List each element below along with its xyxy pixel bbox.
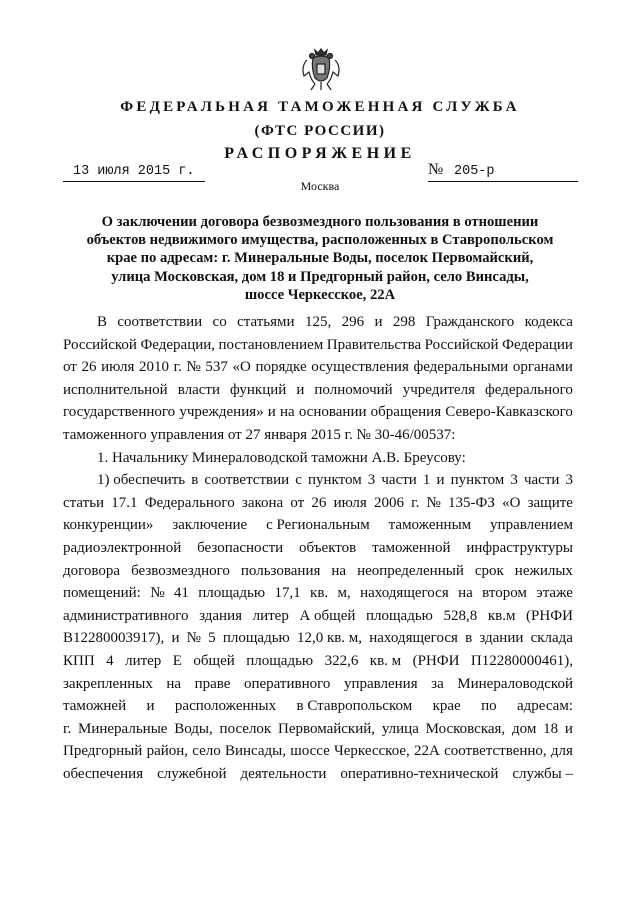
body-word: В	[97, 314, 108, 330]
body-word: 125,	[304, 314, 332, 330]
body-word: крае	[432, 698, 461, 715]
body-line	[63, 627, 573, 650]
body-word: площадью	[198, 585, 266, 602]
body-word: Предгорный	[63, 743, 143, 760]
body-line	[63, 379, 573, 402]
body-word: 1	[422, 472, 431, 489]
body-word: 3	[367, 472, 376, 489]
body-word: соответствии	[117, 314, 203, 330]
body-word: 298	[392, 314, 416, 330]
body-word: государственного	[63, 404, 176, 421]
body-word: «О	[502, 494, 521, 511]
body-word: район,	[146, 743, 189, 760]
body-word: КПП	[63, 652, 95, 669]
body-word: с	[295, 472, 302, 489]
body-word: таможней	[63, 698, 127, 715]
body-word: соответствии	[204, 472, 290, 489]
body-word: в Ставропольском	[296, 698, 413, 715]
number-sign: №	[428, 161, 444, 178]
body-word: безвозмездного	[131, 562, 230, 579]
body-word: №	[426, 494, 441, 511]
document-body	[63, 311, 573, 785]
body-word: безопасности	[197, 539, 284, 556]
body-word: радиоэлектронной	[63, 539, 182, 556]
body-word: со	[212, 314, 227, 330]
body-word: пользования	[240, 562, 321, 579]
number-value: 205-р	[454, 164, 495, 179]
body-word: таможенным	[388, 517, 472, 534]
body-word: 2010	[138, 359, 169, 376]
agency-abbreviation: (ФТС РОССИИ)	[254, 123, 386, 139]
body-word: 12,0 кв. м,	[296, 630, 363, 647]
body-word: здания	[199, 607, 243, 624]
body-word: пунктом	[450, 472, 505, 489]
body-word: П12280000461),	[470, 652, 573, 669]
subject-line: О заключении договора безвозмездного пользования в отношении	[101, 214, 539, 230]
body-line	[63, 469, 573, 492]
body-word: на	[331, 562, 347, 579]
body-line	[63, 356, 573, 379]
body-word: порядке	[255, 359, 307, 376]
body-word: село	[192, 743, 221, 760]
body-word: втором	[482, 585, 527, 602]
body-word: праве	[194, 675, 231, 692]
body-word: службы –	[512, 765, 573, 782]
body-word: административного	[63, 607, 189, 624]
body-word: Воды,	[174, 720, 213, 737]
body-word: осуществления	[311, 359, 409, 376]
body-word: Правительства	[326, 336, 422, 353]
body-word: оперативного	[243, 675, 331, 692]
body-word: федерального	[485, 381, 573, 398]
body-word: Первомайский,	[278, 720, 376, 737]
body-word: конкуренции»	[63, 517, 154, 534]
body-word: части	[381, 472, 417, 489]
body-word: 41	[173, 585, 189, 602]
body-word: г.	[173, 359, 182, 376]
body-word: с Региональным	[266, 517, 370, 534]
body-word: на	[458, 585, 473, 602]
body-word: нежилых	[514, 562, 573, 579]
body-line	[63, 695, 573, 718]
body-word: защите	[527, 494, 573, 511]
body-word: №	[150, 585, 165, 602]
body-word: Федерации,	[140, 336, 216, 353]
body-line	[63, 582, 573, 605]
body-word: Федерального	[144, 494, 235, 511]
body-word: и	[267, 404, 276, 421]
body-word: г.	[411, 494, 420, 511]
body-word: находящегося	[360, 585, 449, 602]
body-word: 135-ФЗ	[448, 494, 495, 511]
body-word: таможенного управления от 27 января 2015 г. № 30-46/00537:	[63, 426, 456, 443]
body-line	[63, 673, 573, 696]
body-word: и	[146, 698, 155, 715]
body-word: 22А	[414, 743, 440, 760]
body-word: поселок	[219, 720, 272, 737]
body-word: закрепленных	[63, 675, 153, 692]
body-line	[63, 650, 573, 673]
body-word: 3	[565, 472, 573, 489]
body-word: деятельности	[240, 765, 327, 782]
body-line	[63, 334, 573, 357]
body-word: власти	[177, 381, 220, 398]
body-word: В12280003917),	[63, 630, 165, 647]
body-word: июля	[333, 494, 367, 511]
body-word: в	[191, 472, 199, 489]
subject-line: объектов недвижимого имущества, расположенных в Ставропольском	[86, 232, 554, 249]
body-word: 296	[341, 314, 365, 330]
document-subject	[60, 213, 580, 304]
body-word: помещений:	[63, 585, 141, 602]
body-word: и	[374, 314, 383, 330]
body-word: 18	[543, 720, 559, 737]
body-word: 17,1	[274, 585, 301, 602]
body-word: Федерации	[502, 336, 573, 353]
body-word: и	[296, 381, 305, 398]
body-word: Российской	[63, 336, 137, 353]
body-word: и	[171, 630, 180, 647]
body-word: от	[63, 359, 77, 376]
body-word: «О	[232, 359, 251, 376]
body-word: пунктом	[308, 472, 362, 489]
body-word: Северо-Кавказского	[445, 404, 573, 421]
body-word: обращения	[370, 404, 442, 421]
body-word: 3	[510, 472, 518, 489]
body-line	[63, 447, 573, 470]
agency-name: ФЕДЕРАЛЬНАЯ ТАМОЖЕННАЯ СЛУЖБА	[120, 99, 520, 115]
body-word: по	[481, 698, 497, 715]
body-word: №	[186, 359, 201, 376]
body-word: шоссе	[290, 743, 330, 760]
body-word: Е	[172, 652, 182, 669]
body-word: кв.м	[487, 607, 516, 624]
body-line	[63, 492, 573, 515]
body-word: инфраструктуры	[466, 539, 573, 556]
body-word: 26	[311, 494, 327, 511]
document-date: 13 июля 2015 г.	[63, 164, 205, 182]
body-word: органами	[512, 359, 573, 376]
body-word: литер	[125, 652, 162, 669]
body-word: 4	[106, 652, 114, 669]
body-word: от	[290, 494, 305, 511]
body-word: федеральными	[413, 359, 509, 376]
body-word: 2006	[373, 494, 404, 511]
body-word: за	[431, 675, 444, 692]
body-word: объектов	[299, 539, 357, 556]
body-word: кв.	[310, 585, 329, 602]
body-word: А общей	[299, 607, 356, 624]
body-word: полномочий	[314, 381, 393, 398]
document-city: Москва	[300, 179, 340, 193]
body-word: управления	[343, 675, 418, 692]
body-word: 17.1	[111, 494, 138, 511]
body-word: г.	[63, 720, 72, 737]
body-word: Минеральные	[78, 720, 168, 737]
body-word: 322,6	[324, 652, 359, 669]
body-word: Московская,	[425, 720, 506, 737]
body-word: части	[523, 472, 560, 489]
body-word: Минераловодской	[457, 675, 573, 692]
body-word: служебной	[157, 765, 227, 782]
body-word: здании	[479, 630, 524, 647]
body-word: 26	[81, 359, 97, 376]
body-line	[63, 560, 573, 583]
body-word: Гражданского	[425, 314, 515, 330]
body-word: (РНФИ	[412, 652, 460, 669]
body-word: общей	[193, 652, 235, 669]
body-word: литер	[252, 607, 289, 624]
body-word: улица	[381, 720, 419, 737]
body-word: заключение	[172, 517, 248, 534]
body-word: площадью	[246, 652, 314, 669]
body-word: функций	[230, 381, 287, 398]
body-word: дом	[511, 720, 537, 737]
body-word: основании	[298, 404, 367, 421]
body-word: 1. Начальнику Минераловодской таможни А.В. Бреусову:	[97, 449, 466, 466]
body-word: учредителя	[402, 381, 475, 398]
subject-line: крае по адресам: г. Минеральные Воды, поселок Первомайский,	[106, 250, 534, 267]
body-word: обеспечения	[63, 765, 144, 782]
body-line	[63, 514, 573, 537]
russian-coat-of-arms-icon	[299, 46, 343, 94]
body-word: 528,8	[443, 607, 478, 624]
body-word: оперативно-технической	[340, 765, 499, 782]
body-word: учреждения»	[179, 404, 264, 421]
body-word: и	[564, 720, 573, 737]
body-word: площадью	[222, 630, 290, 647]
body-word: склада	[530, 630, 573, 647]
body-word: адресам:	[517, 698, 573, 715]
body-word: постановлением	[218, 336, 324, 353]
body-word: на	[166, 675, 182, 692]
document-type: РАСПОРЯЖЕНИЕ	[224, 145, 416, 162]
body-line	[63, 311, 573, 334]
subject-line: улица Московская, дом 18 и Предгорный район, село Винсады,	[111, 268, 529, 285]
body-word: Черкесское,	[334, 743, 410, 760]
body-word: 1) обеспечить	[97, 472, 186, 489]
body-line	[63, 763, 573, 786]
body-word: договора	[63, 562, 121, 579]
body-word: и	[436, 472, 445, 489]
body-word: находящегося	[369, 630, 458, 647]
body-word: этаже	[536, 585, 573, 602]
body-word: июля	[101, 359, 135, 376]
body-word: в	[465, 630, 473, 647]
body-word: статьями	[237, 314, 295, 330]
body-word: исполнительной	[63, 381, 168, 398]
body-word: управлением	[490, 517, 573, 534]
body-line	[63, 537, 573, 560]
body-word: закона	[241, 494, 284, 511]
body-word: м,	[337, 585, 351, 602]
body-word: статьи	[63, 494, 105, 511]
body-word: срок	[474, 562, 504, 579]
body-word: кв. м	[369, 652, 402, 669]
body-word: площадью	[365, 607, 433, 624]
body-word: соответственно,	[444, 743, 547, 760]
body-word: Винсады,	[224, 743, 286, 760]
body-line	[63, 740, 573, 763]
body-line	[63, 424, 573, 447]
body-word: на	[279, 404, 295, 421]
body-line	[63, 718, 573, 741]
body-word: кодекса	[524, 314, 573, 330]
body-word: расположенных	[174, 698, 277, 715]
body-word: таможенной	[372, 539, 451, 556]
body-line	[63, 401, 573, 424]
body-word: 5	[208, 630, 216, 647]
body-word: 537	[205, 359, 228, 376]
body-word: для	[550, 743, 573, 760]
body-word: неопределенный	[357, 562, 464, 579]
subject-line: шоссе Черкесское, 22А	[244, 286, 396, 303]
body-word: №	[186, 630, 201, 647]
body-line	[63, 605, 573, 628]
body-word: Российской	[424, 336, 499, 353]
body-word: (РНФИ	[526, 607, 573, 624]
